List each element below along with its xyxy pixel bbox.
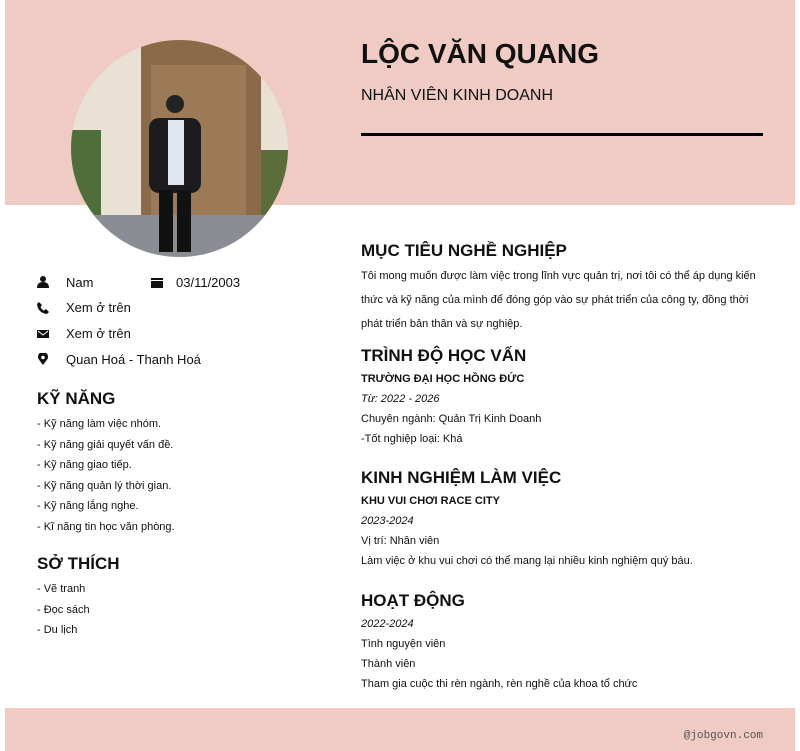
education-grade: -Tốt nghiệp loại: Khá [361, 433, 463, 445]
hobbies-heading: SỞ THÍCH [37, 554, 120, 573]
experience-block [361, 491, 693, 571]
education-major: Chuyên ngành: Quản Trị Kinh Doanh [361, 413, 542, 425]
activity-line: Thành viên [361, 658, 416, 670]
hobby-item: - Du lịch [37, 624, 78, 636]
brand-watermark: @jobgovn.com [683, 730, 763, 742]
objective-line: phát triển bản thân và sự nghiệp. [361, 318, 523, 330]
education-block [361, 369, 541, 449]
activity-line: Tham gia cuộc thi rèn ngành, rèn nghề của khoa tổ chức [361, 678, 638, 690]
hobbies-list [37, 579, 90, 641]
education-period: Từ: 2022 - 2026 [361, 393, 440, 405]
location-icon [37, 353, 49, 365]
experience-heading: KINH NGHIỆM LÀM VIỆC [361, 468, 562, 487]
objective-line: thức và kỹ năng của mình để đóng góp vào sự phát triển của công ty, đồng thời [361, 294, 749, 306]
user-icon [37, 276, 49, 288]
activities-block [361, 614, 637, 694]
objective-text [361, 264, 756, 336]
company-name: KHU VUI CHƠI RACE CITY [361, 495, 500, 507]
skill-item: - Kỹ năng giải quyết vấn đề. [37, 438, 174, 451]
experience-period: 2023-2024 [361, 515, 414, 527]
activity-line: Tình nguyện viên [361, 638, 446, 650]
phone: Xem ở trên [66, 300, 131, 315]
experience-position: Vị trí: Nhân viên [361, 535, 440, 547]
skills-heading: KỸ NĂNG [37, 389, 116, 408]
birthdate: 03/11/2003 [176, 275, 241, 290]
school-name: TRƯỜNG ĐẠI HỌC HỒNG ĐỨC [361, 373, 525, 385]
address: Quan Hoá - Thanh Hoá [66, 352, 201, 367]
skills-list [37, 414, 175, 537]
hobby-item: - Vẽ tranh [37, 583, 86, 595]
objective-line: Tôi mong muốn được làm việc trong lĩnh vực quản trị, nơi tôi có thể áp dụng kiến [361, 270, 756, 282]
footer-band [5, 708, 795, 751]
skill-item: - Kỹ năng quản lý thời gian. [37, 479, 172, 492]
experience-description: Làm việc ở khu vui chơi có thể mang lại nhiều kinh nghiệm quý báu. [361, 555, 693, 567]
activities-period: 2022-2024 [361, 618, 414, 630]
education-heading: TRÌNH ĐỘ HỌC VẤN [361, 346, 527, 365]
objective-heading: MỤC TIÊU NGHỀ NGHIỆP [361, 241, 567, 260]
email-icon [37, 328, 49, 340]
phone-icon [37, 302, 49, 314]
skill-item: - Kỹ năng làm việc nhóm. [37, 418, 162, 430]
profile-photo [71, 40, 288, 257]
job-title: NHÂN VIÊN KINH DOANH [361, 87, 554, 104]
skill-item: - Kỹ năng giao tiếp. [37, 459, 132, 471]
hobby-item: - Đọc sách [37, 603, 90, 616]
skill-item: - Kỹ năng lắng nghe. [37, 500, 139, 512]
title-divider [361, 133, 763, 136]
candidate-name: LỘC VĂN QUANG [361, 38, 599, 69]
email: Xem ở trên [66, 326, 131, 341]
calendar-icon [151, 277, 163, 289]
activities-heading: HOẠT ĐỘNG [361, 591, 465, 610]
skill-item: - Kĩ năng tin học văn phòng. [37, 520, 175, 533]
gender: Nam [66, 275, 94, 290]
